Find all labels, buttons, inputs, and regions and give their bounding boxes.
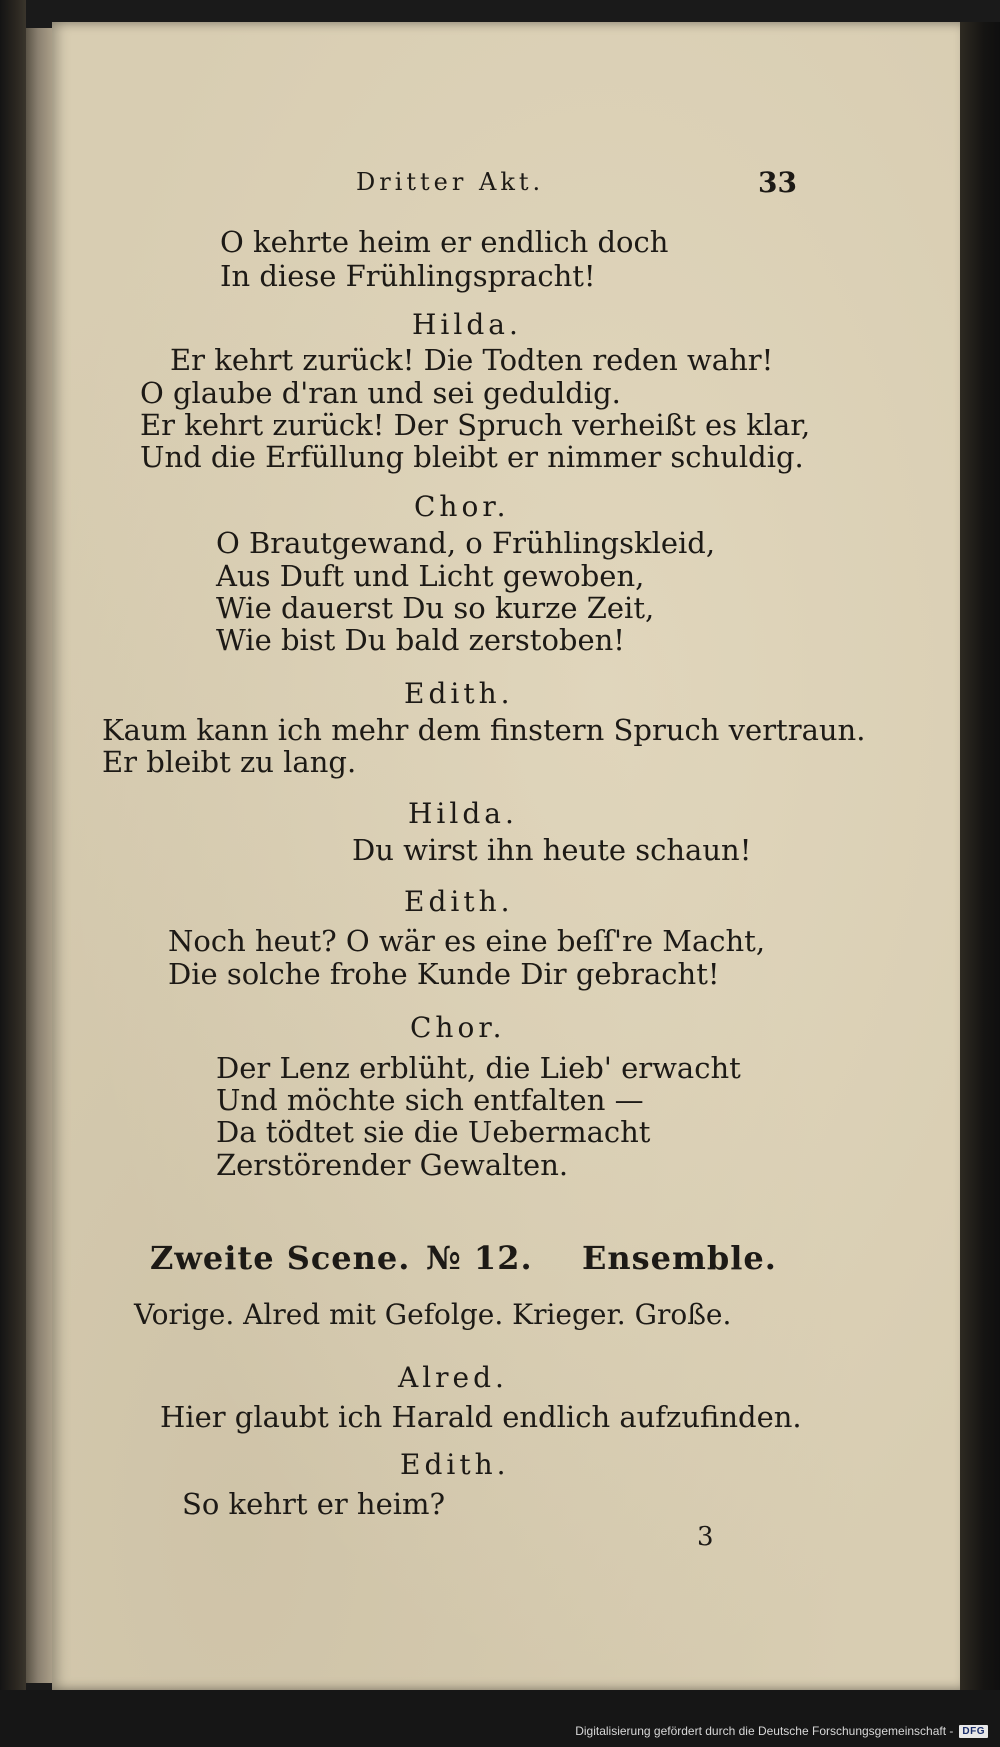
verse-line: Noch heut? O wär es eine beſſ're Macht, bbox=[168, 924, 766, 958]
verse-line: Aus Duft und Licht gewoben, bbox=[216, 559, 645, 593]
book-spine bbox=[0, 0, 26, 1747]
speaker-name: Chor. bbox=[410, 1011, 506, 1044]
speaker-name: Hilda. bbox=[408, 797, 518, 830]
verse-line: O kehrte heim er endlich doch bbox=[220, 225, 669, 259]
verse-line: Er kehrt zurück! Die Todten reden wahr! bbox=[170, 343, 774, 377]
speaker-name: Hilda. bbox=[412, 308, 522, 341]
verse-line: Und die Erfüllung bleibt er nimmer schuldig. bbox=[140, 440, 804, 474]
page-edge-right bbox=[960, 22, 1000, 1690]
funding-credit bbox=[575, 1724, 988, 1738]
verse-line: Die solche frohe Kunde Dir gebracht! bbox=[168, 957, 720, 991]
running-title: Dritter Akt. bbox=[356, 168, 545, 196]
scene-title: Zweite Scene. bbox=[150, 1239, 411, 1277]
scene-persons: Vorige. Alred mit Gefolge. Krieger. Große. bbox=[134, 1298, 732, 1331]
credit-text: Digitalisierung gefördert durch die Deutsche Forschungsgemeinschaft - bbox=[575, 1724, 954, 1738]
speaker-name: Edith. bbox=[404, 885, 514, 918]
verse-line: Und möchte sich entfalten — bbox=[216, 1083, 644, 1117]
signature-mark: 3 bbox=[697, 1522, 714, 1552]
verse-line: Du wirst ihn heute schaun! bbox=[352, 833, 752, 867]
verse-line: Der Lenz erblüht, die Lieb' erwacht bbox=[216, 1051, 741, 1085]
speaker-name: Edith. bbox=[400, 1448, 510, 1481]
verse-line: Er bleibt zu lang. bbox=[102, 745, 357, 779]
verse-line: In diese Frühlingspracht! bbox=[220, 259, 596, 293]
verse-line: Zerstörender Gewalten. bbox=[216, 1148, 569, 1182]
speaker-name: Chor. bbox=[414, 490, 510, 523]
verse-line: So kehrt er heim? bbox=[182, 1487, 446, 1521]
speaker-name: Alred. bbox=[398, 1361, 508, 1394]
verse-line: O glaube d'ran und sei geduldig. bbox=[140, 376, 621, 410]
verse-line: Wie bist Du bald zerstoben! bbox=[216, 623, 625, 657]
dfg-logo: DFG bbox=[959, 1725, 988, 1738]
verse-line: Kaum kann ich mehr dem finstern Spruch vertraun. bbox=[102, 713, 866, 747]
verse-line: Da tödtet sie die Uebermacht bbox=[216, 1115, 651, 1149]
verse-line: Hier glaubt ich Harald endlich aufzufinden. bbox=[160, 1400, 802, 1434]
verse-line: O Brautgewand, o Frühlingskleid, bbox=[216, 526, 716, 560]
verse-line: Wie dauerst Du so kurze Zeit, bbox=[216, 591, 655, 625]
verse-line: Er kehrt zurück! Der Spruch verheißt es klar, bbox=[140, 408, 811, 442]
scene-form: Ensemble. bbox=[582, 1239, 777, 1277]
footer-bar bbox=[0, 1690, 1000, 1747]
page-number: 33 bbox=[758, 166, 797, 199]
speaker-name: Edith. bbox=[404, 677, 514, 710]
scene-number: № 12. bbox=[426, 1239, 533, 1277]
